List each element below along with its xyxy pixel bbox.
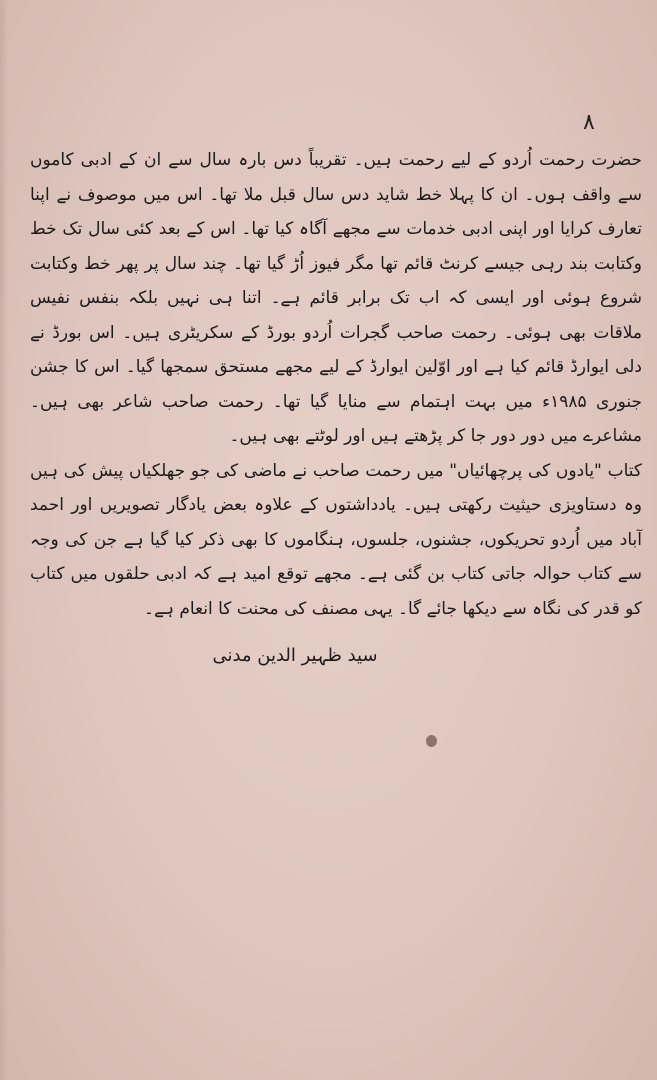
ink-spot: [426, 735, 437, 747]
page-edge-shadow: [0, 0, 8, 1080]
paragraph-2: کتاب "یادوں کی پرچھائیاں" میں رحمت صاحب نے ماضی کی جو جھلکیاں پیش کی ہیں وہ دستاویزی حیثیت رکھتی ہیں۔ یادداشتوں کے علاوہ بعض یادگار تصویریں اور احمد آباد میں اُردو تحریکوں، جشنوں، جلسوں، ہنگاموں کا بھی ذکر کیا گیا ہے جن کی وجہ سے کتاب حوالہ جاتی کتاب بن گئی ہے۔ مجھے توقع امید ہے کہ ادبی حلقوں میں کتاب کو قدر کی نگاہ سے دیکھا جائے گا۔ یہی مصنف کی محنت کا انعام ہے۔: [30, 460, 642, 619]
paragraph-1: حضرت رحمت اُردو کے لیے رحمت ہیں۔ تقریباً دس بارہ سال سے ان کے ادبی کاموں سے واقف ہوں۔ ان کا پہلا خط شاید دس سال قبل ملا تھا۔ اس میں موصوف نے اپنا تعارف کرایا اور اپنی ادبی خدمات سے مجھے آگاہ کیا تھا۔ اس کے بعد کئی سال تک خط وکتابت بند رہی جیسے کرنٹ قائم تھا مگر فیوز اُڑ گیا تھا۔ چند سال پر پھر خط وکتابت شروع ہوئی اور ایسی کہ اب تک برابر قائم ہے۔ اتنا ہی نہیں بلکہ بنفس نفیس ملاقات بھی ہوئی۔ رحمت صاحب گجرات اُردو بورڈ کے سکریٹری ہیں۔ اس بورڈ نے دلی ایوارڈ قائم کیا ہے اور اوّلین ایوارڈ کے لیے مجھے مستحق سمجھا گیا۔ اس کا جشن جنوری ۱۹۸۵ء میں بہت اہتمام سے منایا گیا تھا۔ رحمت صاحب شاعر بھی ہیں۔ مشاعرے میں دور دور جا کر پڑھتے ہیں اور لوٹتے بھی ہیں۔: [30, 150, 642, 446]
page-number: ۸: [583, 110, 595, 135]
foreword-body: [30, 143, 642, 626]
author-signature: سید ظہیر الدین مدنی: [212, 645, 378, 666]
